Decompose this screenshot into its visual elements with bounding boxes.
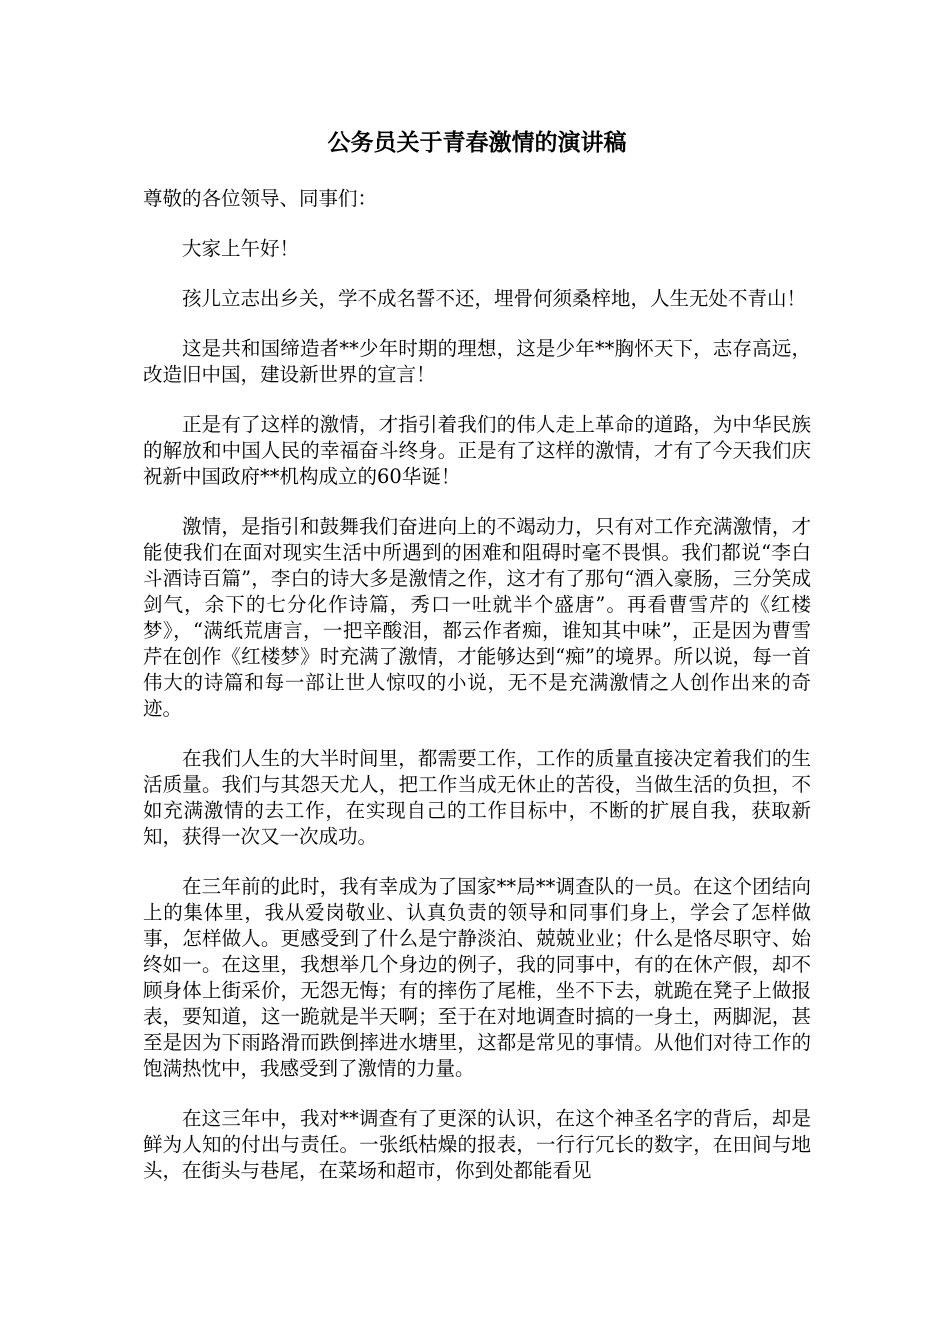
salutation: 尊敬的各位领导、同事们： <box>143 187 378 210</box>
paragraph: 激情，是指引和鼓舞我们奋进向上的不竭动力，只有对工作充满激情，才能使我们在面对现实生活中所遇到的困难和阻碍时毫不畏惧。我们都说“李白斗酒诗百篇”，李白的诗大多是激情之作，这才有了那句“酒入豪肠，三分笑成剑气，余下的七分化作诗篇，秀口一吐就半个盛唐”。再看曹雪芹的《红楼梦》，“满纸荒唐言，一把辛酸泪，都云作者痴，谁知其中味”，正是因为曹雪芹在创作《红楼梦》时充满了激情，才能够达到“痴”的境界。所以说，每一首伟大的诗篇和每一部让世人惊叹的小说，无不是充满激情之人创作出来的奇迹。 <box>143 515 811 720</box>
document-title: 公务员关于青春激情的演讲稿 <box>327 129 627 156</box>
paragraph: 在这三年中，我对**调查有了更深的认识，在这个神圣名字的背后，却是鲜为人知的付出与责任。一张纸枯燥的报表，一行行冗长的数字，在田间与地头，在街头与巷尾，在菜场和超市，你到处都能看见 <box>143 1107 811 1182</box>
paragraph: 在三年前的此时，我有幸成为了国家**局**调查队的一员。在这个团结向上的集体里，我从爱岗敬业、认真负责的领导和同事们身上，学会了怎样做事，怎样做人。更感受到了什么是宁静淡泊、兢兢业业；什么是恪尽职守、始终如一。在这里，我想举几个身边的例子，我的同事中，有的在休产假，却不顾身体上街采价，无怨无悔；有的摔伤了尾椎，坐不下去，就跪在凳子上做报表，要知道，这一跪就是半天啊；至于在对地调查时搞的一身土，两脚泥，甚至是因为下雨路滑而跌倒摔进水塘里，这都是常见的事情。从他们对待工作的饱满热忱中，我感受到了激情的力量。 <box>143 875 811 1080</box>
paragraph: 孩儿立志出乡关，学不成名誓不还，埋骨何须桑梓地，人生无处不青山！ <box>182 287 807 310</box>
paragraph: 这是共和国缔造者**少年时期的理想，这是少年**胸怀天下，志存高远，改造旧中国，建设新世界的宣言！ <box>143 337 811 386</box>
paragraph: 正是有了这样的激情，才指引着我们的伟人走上革命的道路，为中华民族的解放和中国人民的幸福奋斗终身。正是有了这样的激情，才有了今天我们庆祝新中国政府**机构成立的60华诞！ <box>143 413 811 488</box>
paragraph: 在我们人生的大半时间里，都需要工作，工作的质量直接决定着我们的生活质量。我们与其怨天尤人，把工作当成无休止的苦役，当做生活的负担，不如充满激情的去工作，在实现自己的工作目标中，不断的扩展自我，获取新知，获得一次又一次成功。 <box>143 747 811 848</box>
paragraph: 大家上午好！ <box>182 237 300 260</box>
document-page <box>143 126 811 1208</box>
